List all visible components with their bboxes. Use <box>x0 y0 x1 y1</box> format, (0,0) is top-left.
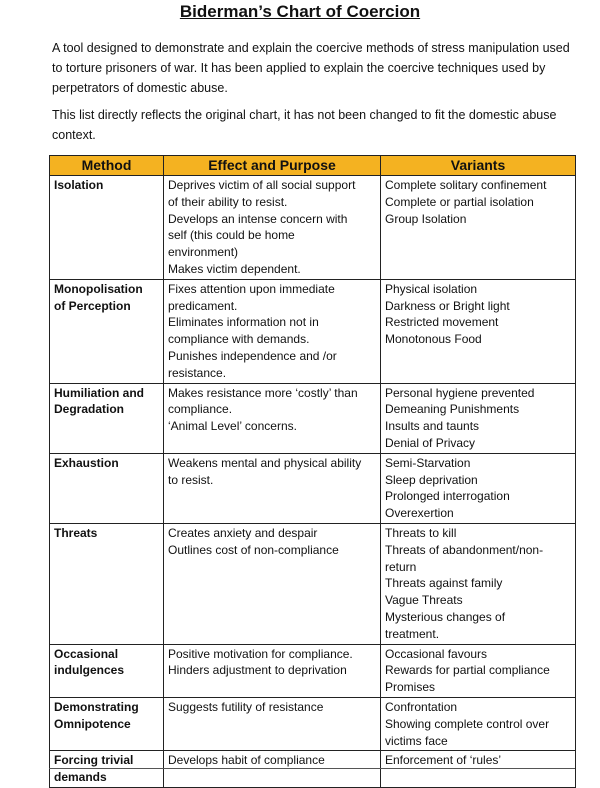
variants-line: victims face <box>385 733 448 748</box>
method-cell <box>50 523 164 644</box>
table-row <box>50 453 576 523</box>
effect-line: Punishes independence and /or <box>168 348 337 363</box>
method-cell <box>50 697 164 750</box>
variants-line: Occasional favours <box>385 646 488 661</box>
method-cell <box>50 279 164 383</box>
effect-cell <box>164 697 381 750</box>
effect-line: to resist. <box>168 472 214 487</box>
note-paragraph: This list directly reflects the original chart, it has not been changed to fit the domestic abuse context. <box>52 108 557 142</box>
variants-line: Rewards for partial compliance <box>385 663 550 678</box>
variants-line: Threats against family <box>385 576 503 591</box>
table-header-row <box>50 156 576 176</box>
effect-line: Develops habit of compliance <box>168 753 325 768</box>
variants-line: Physical isolation <box>385 281 478 296</box>
intro-paragraph: A tool designed to demonstrate and explain the coercive methods of stress manipulation used to torture prisoners of war. It has been applied to explain the coercive techniques used by perpetrators of domestic abuse. <box>52 41 570 95</box>
method-line: Isolation <box>54 178 104 192</box>
variants-line: Sleep deprivation <box>385 472 478 487</box>
table-row <box>50 751 576 788</box>
method-line: Exhaustion <box>54 455 119 470</box>
variants-line: Semi-Starvation <box>385 455 471 470</box>
header-effect: Effect and Purpose <box>164 156 381 176</box>
table-row <box>50 523 576 644</box>
effect-line: Creates anxiety and despair <box>168 525 318 540</box>
variants-line: Personal hygiene prevented <box>385 385 535 400</box>
method-line: Forcing trivial <box>54 753 134 768</box>
header-method: Method <box>50 156 164 176</box>
method-line: of Perception <box>54 298 131 313</box>
method-line: demands <box>54 770 107 785</box>
variants-cell <box>381 453 576 523</box>
variants-line: Threats of abandonment/non- <box>385 542 544 557</box>
effect-line: of their ability to resist. <box>168 194 288 209</box>
table-body <box>50 176 576 788</box>
method-line: Monopolisation <box>54 281 143 296</box>
method-line: Degradation <box>54 402 125 417</box>
effect-line: compliance with demands. <box>168 332 310 347</box>
effect-line: predicament. <box>168 298 238 313</box>
method-line: indulgences <box>54 663 125 678</box>
effect-line: Weakens mental and physical ability <box>168 455 362 470</box>
variants-cell <box>381 523 576 644</box>
variants-line: Restricted movement <box>385 315 499 330</box>
method-cell <box>50 644 164 697</box>
variants-cell <box>381 644 576 697</box>
effect-line: Eliminates information not in <box>168 315 319 330</box>
variants-line: Showing complete control over <box>385 716 550 731</box>
variants-line: return <box>385 559 417 574</box>
effect-line: Develops an intense concern with <box>168 211 348 226</box>
effect-cell <box>164 751 381 788</box>
effect-line: Makes victim dependent. <box>168 261 301 276</box>
table-row <box>50 697 576 750</box>
variants-cell <box>381 176 576 280</box>
effect-line: Outlines cost of non-compliance <box>168 542 339 557</box>
table-row <box>50 176 576 280</box>
method-line: Humiliation and <box>54 385 144 400</box>
effect-line: Fixes attention upon immediate <box>168 281 335 296</box>
table-row <box>50 279 576 383</box>
method-line: Omnipotence <box>54 716 131 731</box>
effect-line: Positive motivation for compliance. <box>168 646 353 661</box>
variants-line: Overexertion <box>385 506 454 521</box>
variants-line: Prolonged interrogation <box>385 489 510 504</box>
method-line: Demonstrating <box>54 699 139 714</box>
variants-cell <box>381 279 576 383</box>
method-cell <box>50 751 164 788</box>
variants-cell <box>381 751 576 788</box>
coercion-table <box>49 155 576 788</box>
variants-line: Monotonous Food <box>385 332 482 347</box>
effect-line: resistance. <box>168 365 227 380</box>
variants-line: Demeaning Punishments <box>385 402 520 417</box>
page-title: Biderman’s Chart of Coercion <box>179 2 421 21</box>
effect-cell <box>164 383 381 453</box>
header-variants: Variants <box>381 156 576 176</box>
method-cell <box>50 453 164 523</box>
effect-cell <box>164 523 381 644</box>
variants-line: Promises <box>385 680 436 695</box>
method-cell <box>50 176 164 280</box>
table-row <box>50 644 576 697</box>
effect-line: Suggests futility of resistance <box>168 699 324 714</box>
variants-line: Threats to kill <box>385 525 457 540</box>
effect-line: Hinders adjustment to deprivation <box>168 663 347 678</box>
effect-cell <box>164 176 381 280</box>
table-row <box>50 383 576 453</box>
variants-line: Complete or partial isolation <box>385 194 534 209</box>
effect-line: compliance. <box>168 402 233 417</box>
variants-line: Enforcement of ‘rules’ <box>385 753 502 768</box>
variants-line: treatment. <box>385 626 440 641</box>
effect-line: Deprives victim of all social support <box>168 178 356 192</box>
effect-line: environment) <box>168 245 239 260</box>
variants-line: Confrontation <box>385 699 458 714</box>
effect-cell <box>164 453 381 523</box>
effect-line: self (this could be home <box>168 228 295 243</box>
method-line: Threats <box>54 525 98 540</box>
variants-line: Complete solitary confinement <box>385 178 547 192</box>
method-cell <box>50 383 164 453</box>
effect-line: Makes resistance more ‘costly’ than <box>168 385 358 400</box>
variants-cell <box>381 697 576 750</box>
method-line: Occasional <box>54 646 119 661</box>
effect-cell <box>164 279 381 383</box>
variants-line: Mysterious changes of <box>385 609 506 624</box>
variants-line: Vague Threats <box>385 593 463 608</box>
variants-line: Group Isolation <box>385 211 467 226</box>
variants-line: Denial of Privacy <box>385 435 476 450</box>
variants-cell <box>381 383 576 453</box>
effect-line: ‘Animal Level’ concerns. <box>168 419 297 434</box>
effect-cell <box>164 644 381 697</box>
variants-line: Insults and taunts <box>385 419 480 434</box>
footer-divider <box>49 768 575 769</box>
variants-line: Darkness or Bright light <box>385 298 510 313</box>
